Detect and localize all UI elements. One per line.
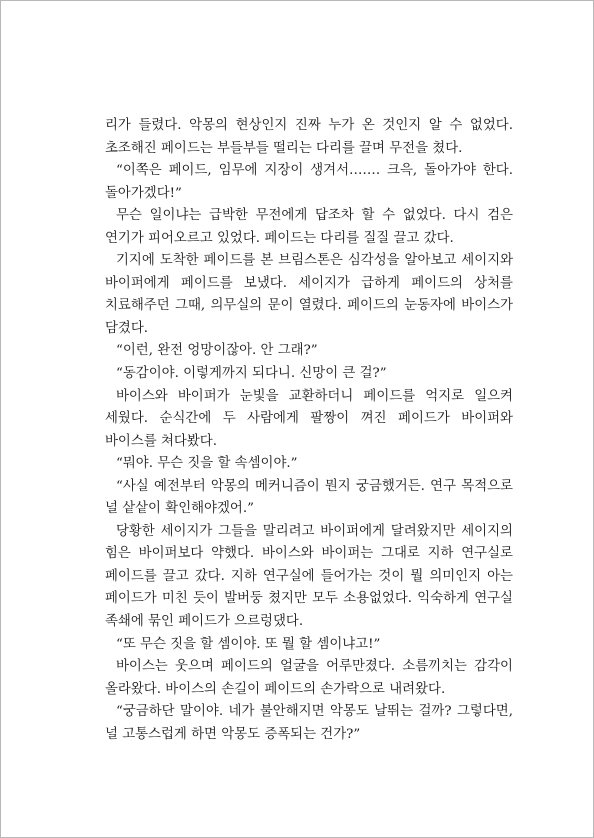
paragraph: “동감이야. 이렇게까지 되다니. 신망이 큰 걸?” bbox=[116, 366, 387, 382]
paragraph: 바이스와 바이퍼가 눈빛을 교환하더니 페이드를 억지로 일으켜 세웠다. 순식간에 두 사람에게 팔짱이 껴진 페이드가 바이퍼와 바이스를 쳐다봤다. bbox=[105, 388, 513, 449]
page-body-text bbox=[105, 115, 513, 746]
paragraph: 당황한 세이지가 그들을 말리려고 바이퍼에게 달려왔지만 세이지의 힘은 바이퍼보다 약했다. 바이스와 바이퍼는 그대로 지하 연구실로 페이드를 끌고 갔다. 지하 연구실에 들어가는 것이 뭘 의미인지 아는 페이드가 미친 듯이 발버둥 쳤지만 모두 소용없었다. 익숙하게 연구실 족쇄에 묶인 페이드가 으르렁댔다. bbox=[105, 523, 513, 630]
paragraph: “뭐야. 무슨 짓을 할 속셈이야.” bbox=[116, 456, 298, 472]
paragraph: 리가 들렸다. 악몽의 현상인지 진짜 누가 온 것인지 알 수 없었다. 초조해진 페이드는 부들부들 떨리는 다리를 끌며 무전을 쳤다. bbox=[105, 118, 513, 156]
paragraph: 바이스는 웃으며 페이드의 얼굴을 어루만졌다. 소름끼치는 감각이 올라왔다. 바이스의 손길이 페이드의 손가락으로 내려왔다. bbox=[105, 659, 513, 697]
paragraph: “궁금하단 말이야. 네가 불안해지면 악몽도 날뛰는 걸까? 그렇다면, 널 고통스럽게 하면 악몽도 증폭되는 건가?” bbox=[105, 704, 513, 742]
paragraph: “또 무슨 짓을 할 셈이야. 또 뭘 할 셈이냐고!” bbox=[116, 636, 381, 652]
paragraph: “이런, 완전 엉망이잖아. 안 그래?” bbox=[116, 343, 318, 359]
paragraph: “사실 예전부터 악몽의 메커니즘이 뭔지 궁금했거든. 연구 목적으로 널 샅샅이 확인해야겠어.” bbox=[105, 478, 513, 517]
paragraph: “이쪽은 페이드, 임무에 지장이 생겨서……. 크윽, 돌아가야 한다. 돌아가겠다!” bbox=[105, 163, 513, 201]
paragraph: 기지에 도착한 페이드를 본 브림스톤은 심각성을 알아보고 세이지와 바이퍼에게 페이드를 보냈다. 세이지가 급하게 페이드의 상처를 치료해주던 그때, 의무실의 문이 열렸다. 페이드의 눈동자에 바이스가 담겼다. bbox=[105, 253, 513, 336]
paragraph: 무슨 일이냐는 급박한 무전에게 답조차 할 수 없었다. 다시 검은 연기가 피어오르고 있었다. 페이드는 다리를 질질 끌고 갔다. bbox=[105, 208, 513, 246]
